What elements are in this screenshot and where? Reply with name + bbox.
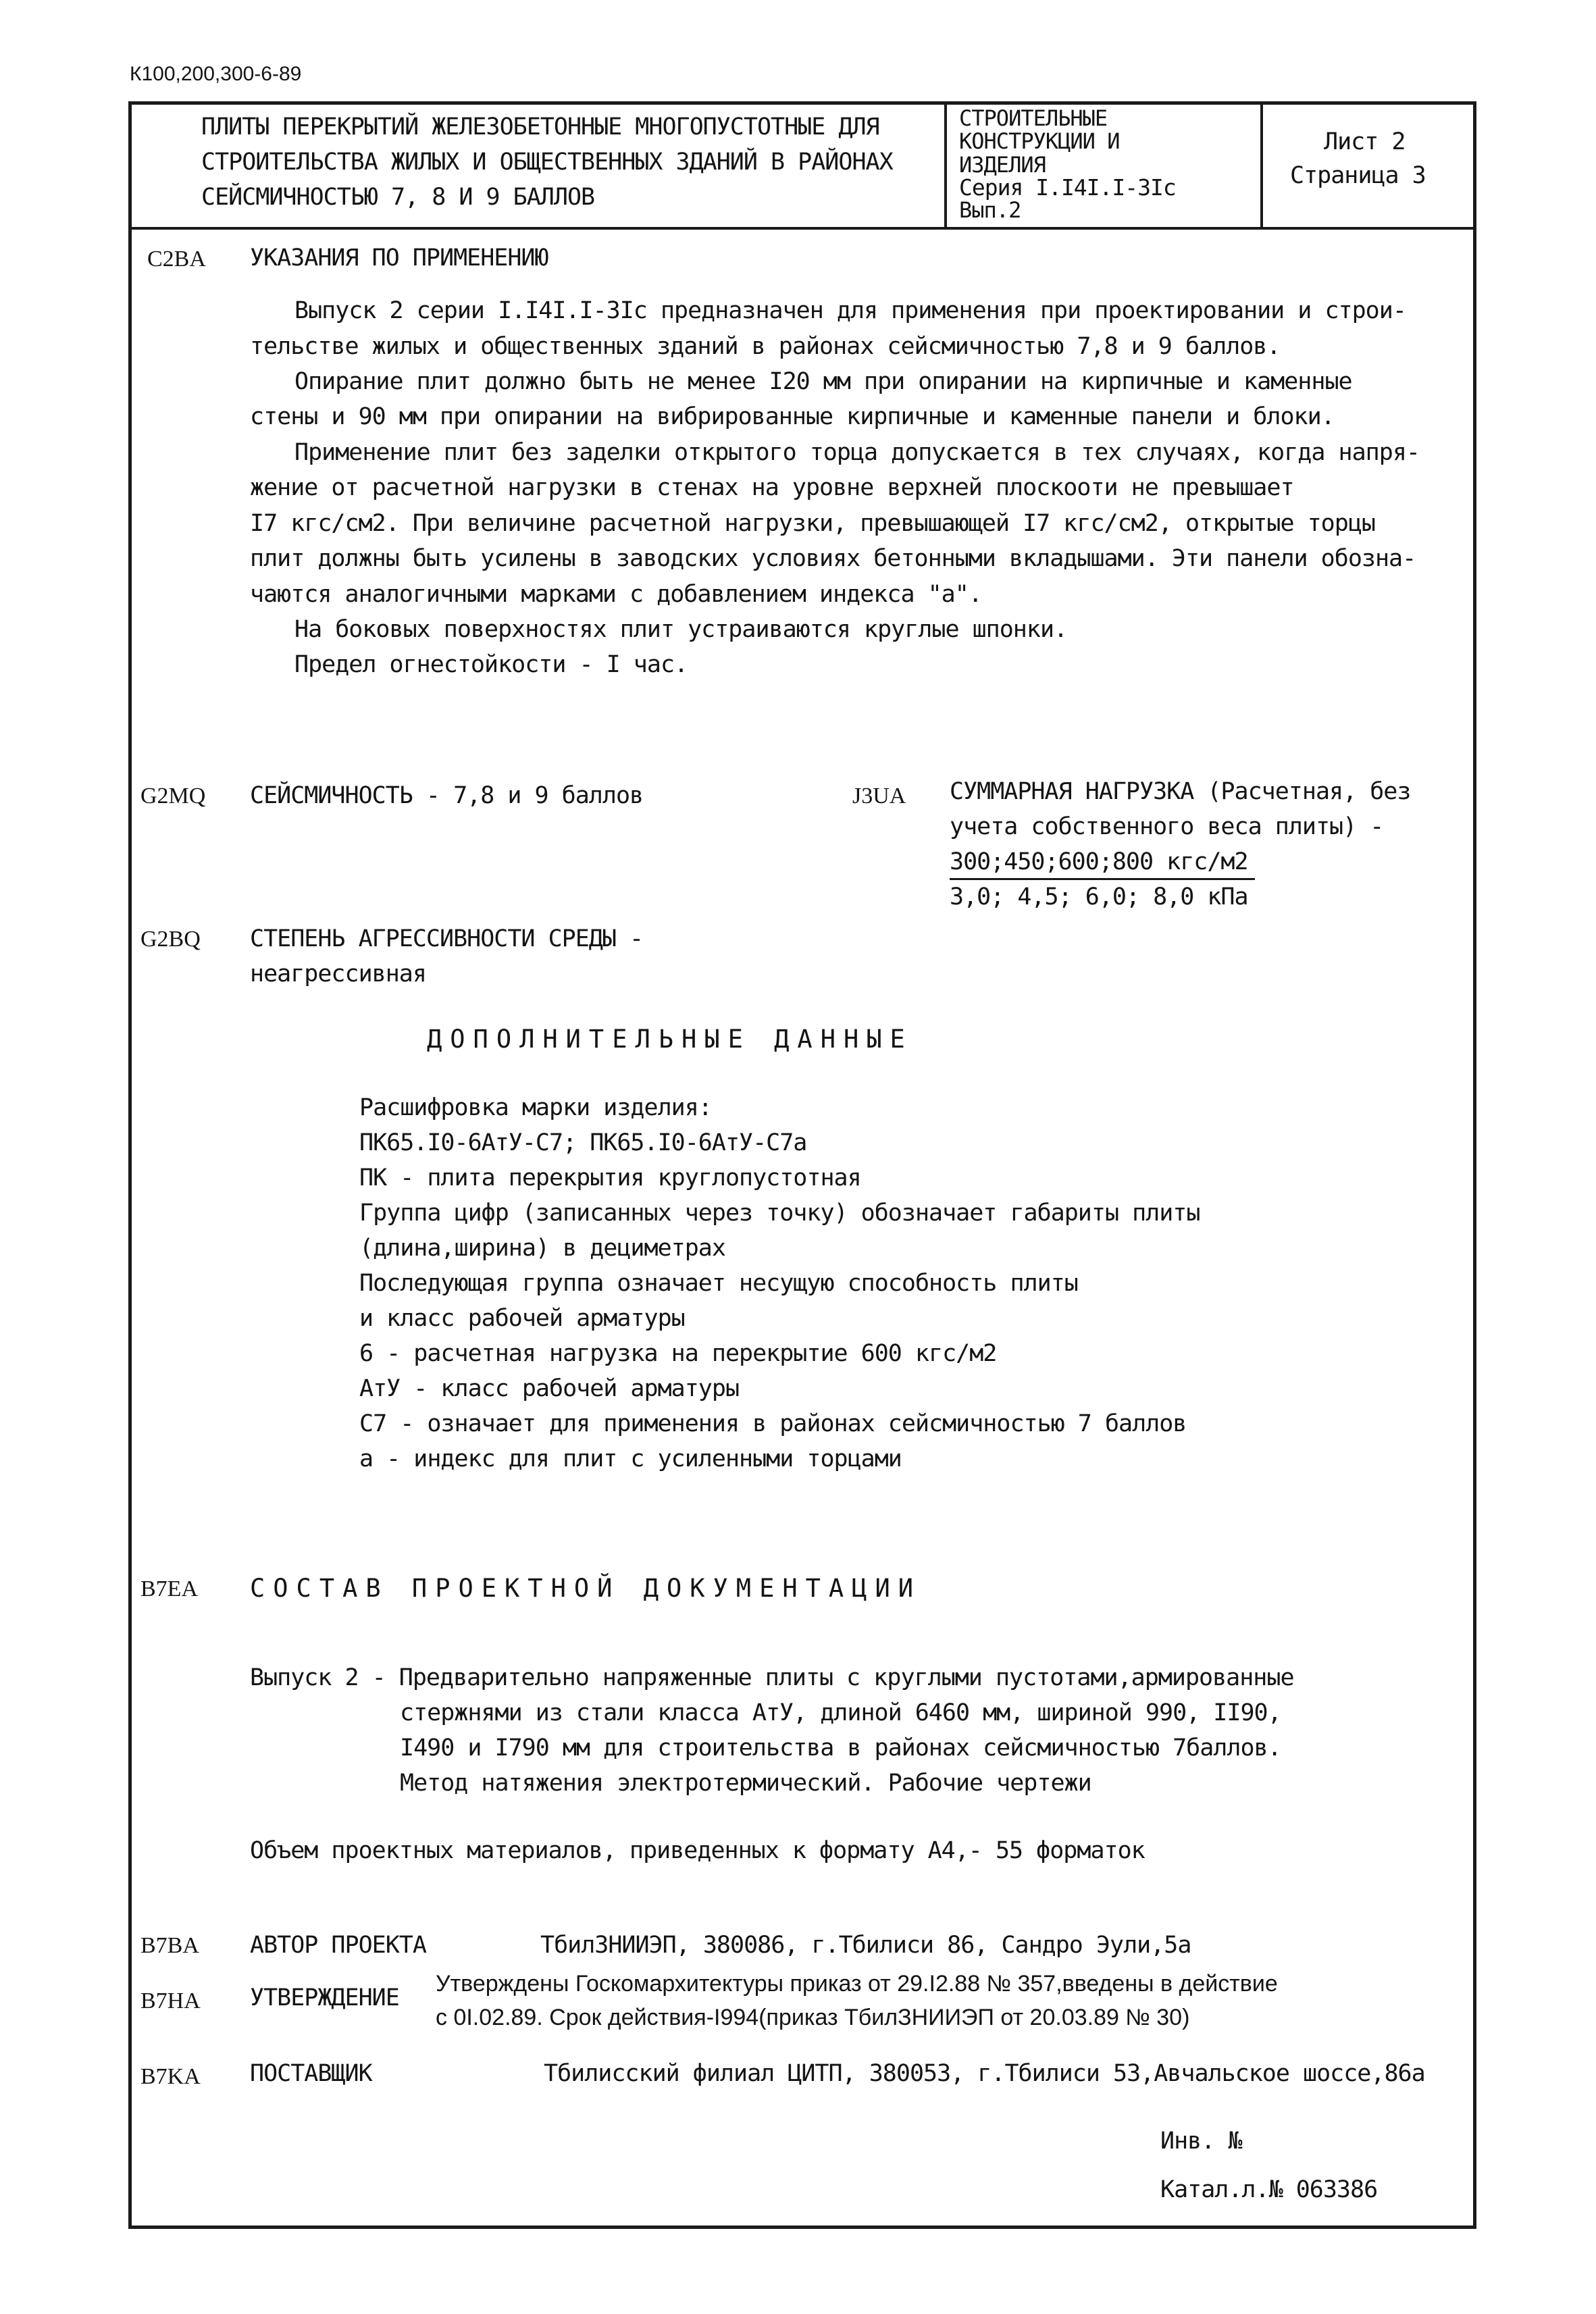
text-line: (длина,ширина) в дециметрах — [359, 1235, 725, 1262]
seismicity-text: СЕЙСМИЧНОСТЬ - 7,8 и 9 баллов — [250, 782, 644, 809]
volume-text: Объем проектных материалов, приведенных к формату А4,- 55 форматок — [250, 1837, 1145, 1864]
text-line: Опирание плит должно быть не менее I20 мм при опирании на кирпичные и каменные — [294, 368, 1352, 395]
header-title-line: ПЛИТЫ ПЕРЕКРЫТИЙ ЖЕЛЕЗОБЕТОННЫЕ МНОГОПУСТОТНЫЕ ДЛЯ — [201, 113, 879, 140]
author-label: АВТОР ПРОЕКТА — [250, 1932, 426, 1959]
section-heading-usage: УКАЗАНИЯ ПО ПРИМЕНЕНИЮ — [250, 245, 548, 272]
approval-text: с 0I.02.89. Срок действия-I994(приказ ТбилЗНИИЭП от 20.03.89 № 30) — [436, 2005, 1190, 2030]
text-line: Группа цифр (записанных через точку) обозначает габариты плиты — [359, 1200, 1200, 1227]
text-line: Выпуск 2 - Предварительно напряженные плиты с круглыми пустотами,армированные — [250, 1664, 1294, 1691]
header-category-line: ИЗДЕЛИЯ — [959, 152, 1046, 178]
header-divider — [128, 227, 1476, 230]
text-line: С7 - означает для применения в районах сейсмичностью 7 баллов — [359, 1410, 1187, 1437]
text-line: и класс рабочей арматуры — [359, 1305, 685, 1332]
supplier-label: ПОСТАВЩИК — [250, 2060, 372, 2087]
section-code: G2MQ — [140, 783, 206, 808]
text-line: Выпуск 2 серии I.I4I.I-3Iс предназначен для применения при проектировании и строи- — [294, 297, 1406, 324]
section-code: B7BA — [140, 1933, 199, 1958]
text-line: ПК - плита перекрытия круглопустотная — [359, 1164, 861, 1191]
product-mark: ПК65.I0-6АтУ-С7; ПК65.I0-6АтУ-С7а — [359, 1129, 807, 1156]
supplier-value: Тбилисский филиал ЦИТП, 380053, г.Тбилиси 53,Авчальское шоссе,86а — [544, 2060, 1425, 2087]
text-line: АтУ - класс рабочей арматуры — [359, 1375, 740, 1402]
header-category-line: КОНСТРУКЦИИ И — [959, 128, 1120, 154]
aggression-text: СТЕПЕНЬ АГРЕССИВНОСТИ СРЕДЫ - — [250, 925, 644, 952]
text-line: плит должны быть усилены в заводских условиях бетонными вкладышами. Эти панели обозна- — [250, 545, 1416, 572]
text-line: чаются аналогичными марками с добавлением индекса "а". — [250, 581, 982, 608]
catalog-number: Катал.л.№ 063386 — [1160, 2176, 1378, 2203]
series-label: Серия I.I4I.I-3Iс — [959, 174, 1176, 201]
page-label: Страница 3 — [1290, 162, 1426, 189]
text-line: стены и 90 мм при опирании на вибрированные кирпичные и каменные панели и блоки. — [250, 403, 1335, 430]
fraction-line — [950, 878, 1255, 880]
aggression-value: неагрессивная — [250, 960, 426, 987]
section-code: B7KA — [140, 2064, 201, 2089]
header-col-divider-2 — [1260, 101, 1263, 228]
text-line: Расшифровка марки изделия: — [359, 1094, 712, 1121]
text-line: I7 кгс/см2. При величине расчетной нагрузки, превышающей I7 кгс/см2, открытые торцы — [250, 510, 1375, 537]
author-value: ТбилЗНИИЭП, 380086, г.Тбилиси 86, Сандро Эули,5а — [540, 1932, 1191, 1959]
section-code: C2BA — [147, 247, 206, 272]
section-heading-composition: СОСТАВ ПРОЕКТНОЙ ДОКУМЕНТАЦИИ — [250, 1574, 922, 1603]
header-title-line: СЕЙСМИЧНОСТЬЮ 7, 8 И 9 БАЛЛОВ — [201, 184, 595, 211]
text-line: Последующая группа означает несущую способность плиты — [359, 1270, 1078, 1297]
section-heading-additional: ДОПОЛНИТЕЛЬНЫЕ ДАННЫЕ — [427, 1025, 913, 1054]
approval-label: УТВЕРЖДЕНИЕ — [250, 1984, 399, 2011]
section-code: G2BQ — [140, 927, 201, 952]
header-col-divider-1 — [944, 101, 947, 228]
inventory-number: Инв. № — [1160, 2128, 1242, 2155]
load-text: учета собственного веса плиты) - — [950, 813, 1384, 840]
load-value-kpa: 3,0; 4,5; 6,0; 8,0 кПа — [950, 883, 1248, 910]
document-code: К100,200,300-6-89 — [130, 63, 302, 85]
text-line: стержнями из стали класса АтУ, длиной 6460 мм, шириной 990, II90, — [400, 1699, 1281, 1726]
header-category-line: СТРОИТЕЛЬНЫЕ — [959, 105, 1108, 131]
text-line: Метод натяжения электротермический. Рабочие чертежи — [400, 1770, 1091, 1797]
load-text: СУММАРНАЯ НАГРУЗКА (Расчетная, без — [950, 778, 1411, 805]
section-code: J3UA — [852, 783, 906, 808]
text-line: а - индекс для плит с усиленными торцами — [359, 1445, 902, 1472]
text-line: тельстве жилых и общественных зданий в районах сейсмичностью 7,8 и 9 баллов. — [250, 333, 1281, 360]
load-value-kgs: 300;450;600;800 кгс/м2 — [950, 848, 1248, 875]
text-line: Предел огнестойкости - I час. — [294, 651, 688, 678]
sheet-label: Лист 2 — [1324, 128, 1406, 155]
issue-label: Вып.2 — [959, 197, 1021, 223]
header-title-line: СТРОИТЕЛЬСТВА ЖИЛЫХ И ОБЩЕСТВЕННЫХ ЗДАНИЙ В РАЙОНАХ — [201, 149, 893, 176]
section-code: B7HA — [140, 1988, 201, 2013]
text-line: жение от расчетной нагрузки в стенах на уровне верхней плоскооти не превышает — [250, 474, 1294, 501]
section-code: B7EA — [140, 1576, 198, 1601]
text-line: На боковых поверхностях плит устраиваются круглые шпонки. — [294, 616, 1068, 643]
text-line: Применение плит без заделки открытого торца допускается в тех случаях, когда напря- — [294, 439, 1420, 466]
text-line: I490 и I790 мм для строительства в районах сейсмичностью 7баллов. — [400, 1734, 1281, 1762]
text-line: 6 - расчетная нагрузка на перекрытие 600 кгс/м2 — [359, 1340, 997, 1367]
approval-text: Утверждены Госкомархитектуры приказ от 29.I2.88 № 357,введены в действие — [436, 1971, 1278, 1997]
